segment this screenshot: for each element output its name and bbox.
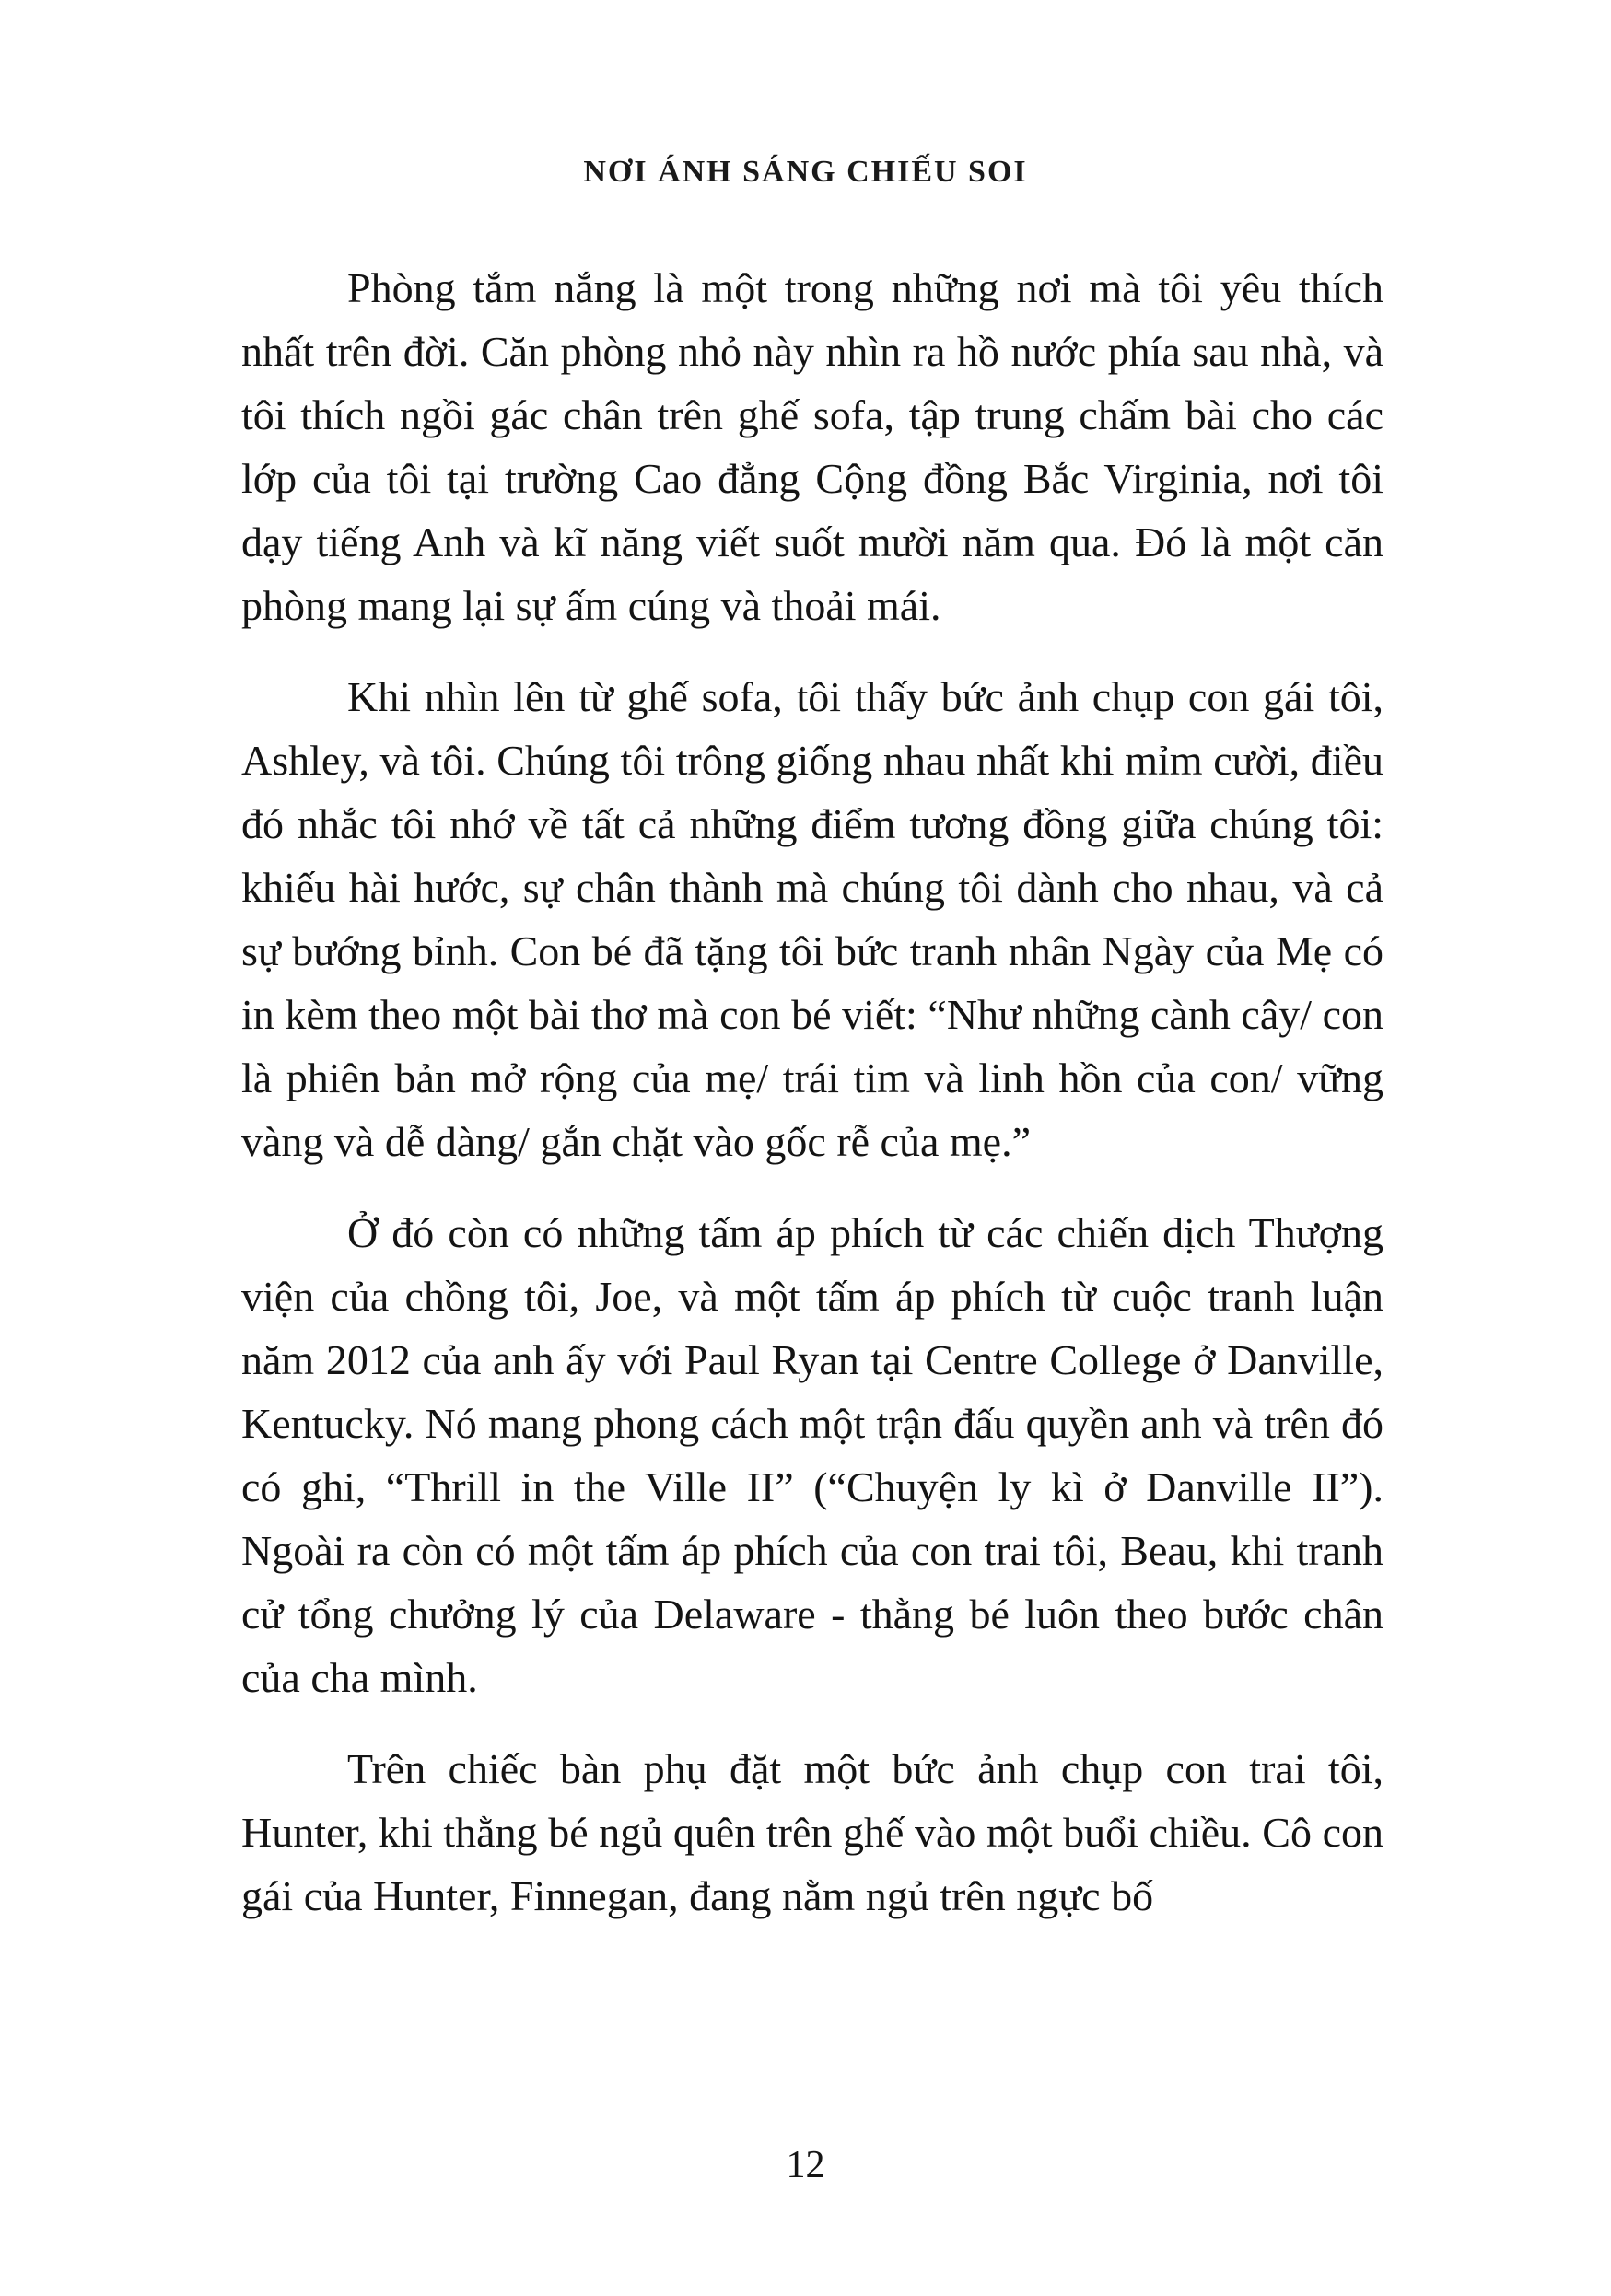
paragraph-1: Phòng tắm nắng là một trong những nơi mà tôi yêu thích nhất trên đời. Căn phòng nhỏ này nhìn ra hồ nước phía sau nhà, và tôi thích ngồi gác chân trên ghế sofa, tập trung chấm bài cho các lớp của tôi tại trường Cao đẳng Cộng đồng Bắc Virginia, nơi tôi dạy tiếng Anh và kĩ năng viết suốt mười năm qua. Đó là một căn phòng mang lại sự ấm cúng và thoải mái.: [241, 264, 1383, 629]
running-header: NƠI ÁNH SÁNG CHIẾU SOI: [583, 155, 1028, 189]
paragraph-2: Khi nhìn lên từ ghế sofa, tôi thấy bức ảnh chụp con gái tôi, Ashley, và tôi. Chúng tôi trông giống nhau nhất khi mỉm cười, điều đó nhắc tôi nhớ về tất cả những điểm tương đồng giữa chúng tôi: khiếu hài hước, sự chân thành mà chúng tôi dành cho nhau, và cả sự bướng bỉnh. Con bé đã tặng tôi bức tranh nhân Ngày của Mẹ có in kèm theo một bài thơ mà con bé viết: “Như những cành cây/ con là phiên bản mở rộng của mẹ/ trái tim và linh hồn của con/ vững vàng và dễ dàng/ gắn chặt vào gốc rễ của mẹ.”: [241, 673, 1383, 1165]
paragraph-3: Ở đó còn có những tấm áp phích từ các chiến dịch Thượng viện của chồng tôi, Joe, và một tấm áp phích từ cuộc tranh luận năm 2012 của anh ấy với Paul Ryan tại Centre College ở Danville, Kentucky. Nó mang phong cách một trận đấu quyền anh và trên đó có ghi, “Thrill in the Ville II” (“Chuyện ly kì ở Danville II”). Ngoài ra còn có một tấm áp phích của con trai tôi, Beau, khi tranh cử tổng chưởng lý của Delaware - thằng bé luôn theo bước chân của cha mình.: [241, 1209, 1383, 1701]
paragraph-4: Trên chiếc bàn phụ đặt một bức ảnh chụp con trai tôi, Hunter, khi thằng bé ngủ quên trên ghế vào một buổi chiều. Cô con gái của Hunter, Finnegan, đang nằm ngủ trên ngực bố: [241, 1745, 1383, 1919]
page-number: 12: [786, 2144, 825, 2186]
page-body: [241, 256, 1383, 1955]
